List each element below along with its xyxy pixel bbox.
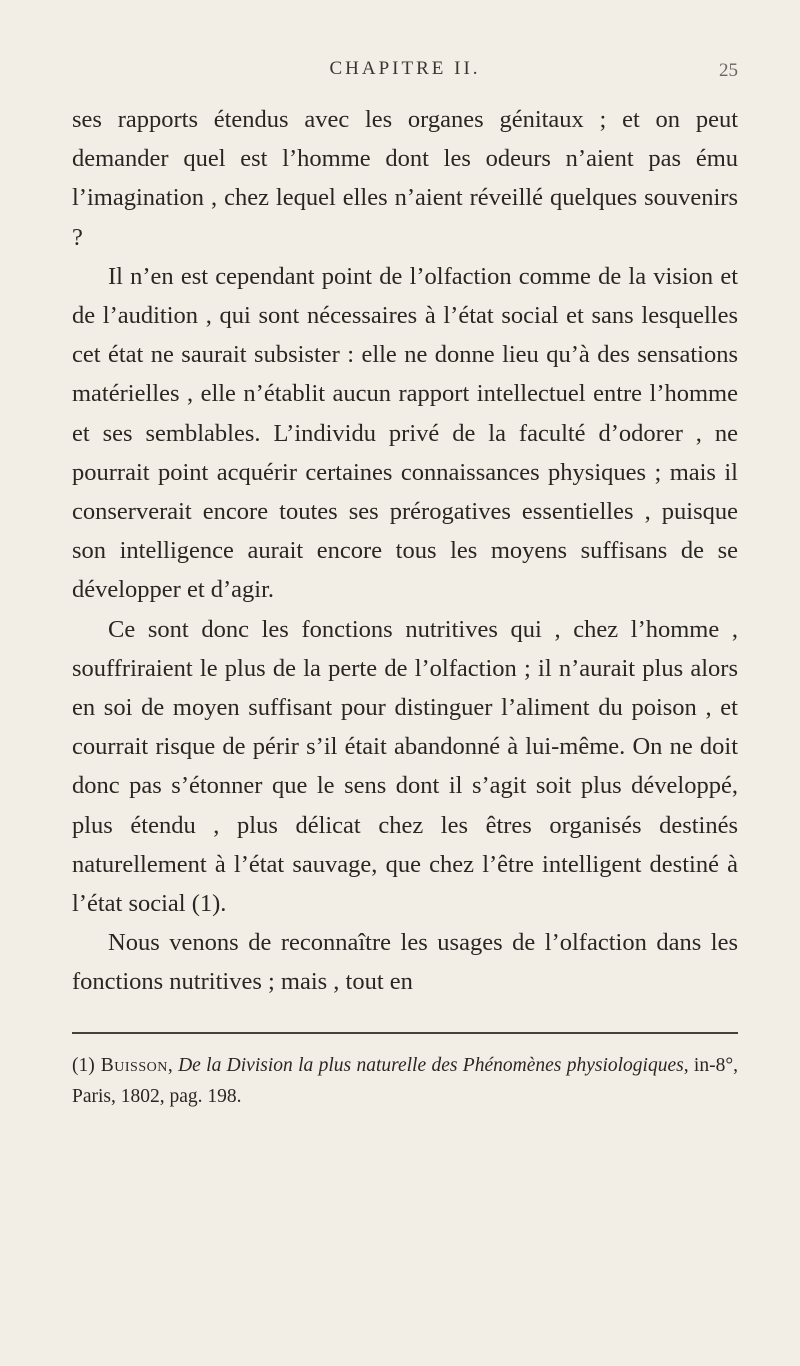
footnote-details: , in-8°, Paris, 1802, pag. 198. xyxy=(72,1054,739,1107)
paragraph: Ce sont donc les fonctions nutritives qui , chez l’homme , souffriraient le plus de la perte de l’olfaction ; il n’aurait plus alors en soi de moyen suffisant pour distinguer l’aliment du poison , et courrait risque de périr s’il était abandonné à lui-même. On ne doit donc pas s’étonner que le sens dont il s’agit soit plus développé, plus étendu , plus délicat chez les êtres organisés destinés naturellement à l’état sauvage, que chez l’être intelligent destiné à l’état social (1). xyxy=(72,615,738,918)
footnote-divider xyxy=(72,1032,738,1034)
paragraph: ses rapports étendus avec les organes génitaux ; et on peut demander quel est l’homme dont les odeurs n’aient pas ému l’imagination , chez lequel elles n’aient réveillé quelques souvenirs ? xyxy=(72,106,738,251)
footnote-author: Buisson xyxy=(100,1054,168,1076)
page-number: 25 xyxy=(719,60,738,81)
paragraph: Nous venons de reconnaître les usages de l’olfaction dans les fonctions nutritives ; mais , tout en xyxy=(72,929,738,996)
footnote-mark: (1) xyxy=(72,1054,95,1076)
footnote: (1) Buisson, De la Division la plus naturelle des Phénomènes physiologiques, in-8°, Paris, 1802, pag. 198. xyxy=(72,1054,739,1107)
footnote-title: De la Division la plus naturelle des Phénomènes physiologiques xyxy=(178,1054,684,1076)
running-head xyxy=(72,58,738,94)
paragraph: Il n’en est cependant point de l’olfaction comme de la vision et de l’audition , qui sont nécessaires à l’état social et sans lesquelles cet état ne saurait subsister : elle ne donne lieu qu’à des sensations matérielles , elle n’établit aucun rapport intellectuel entre l’homme et ses semblables. L’individu privé de la faculté d’odorer , ne pourrait point acquérir certaines connaissances physiques ; mais il conserverait encore toutes ses prérogatives essentielles , puisque son intelligence aurait encore tous les moyens suffisans de se développer et d’agir. xyxy=(72,262,738,604)
body-text xyxy=(72,100,738,1002)
chapter-title: CHAPITRE II. xyxy=(329,58,481,79)
